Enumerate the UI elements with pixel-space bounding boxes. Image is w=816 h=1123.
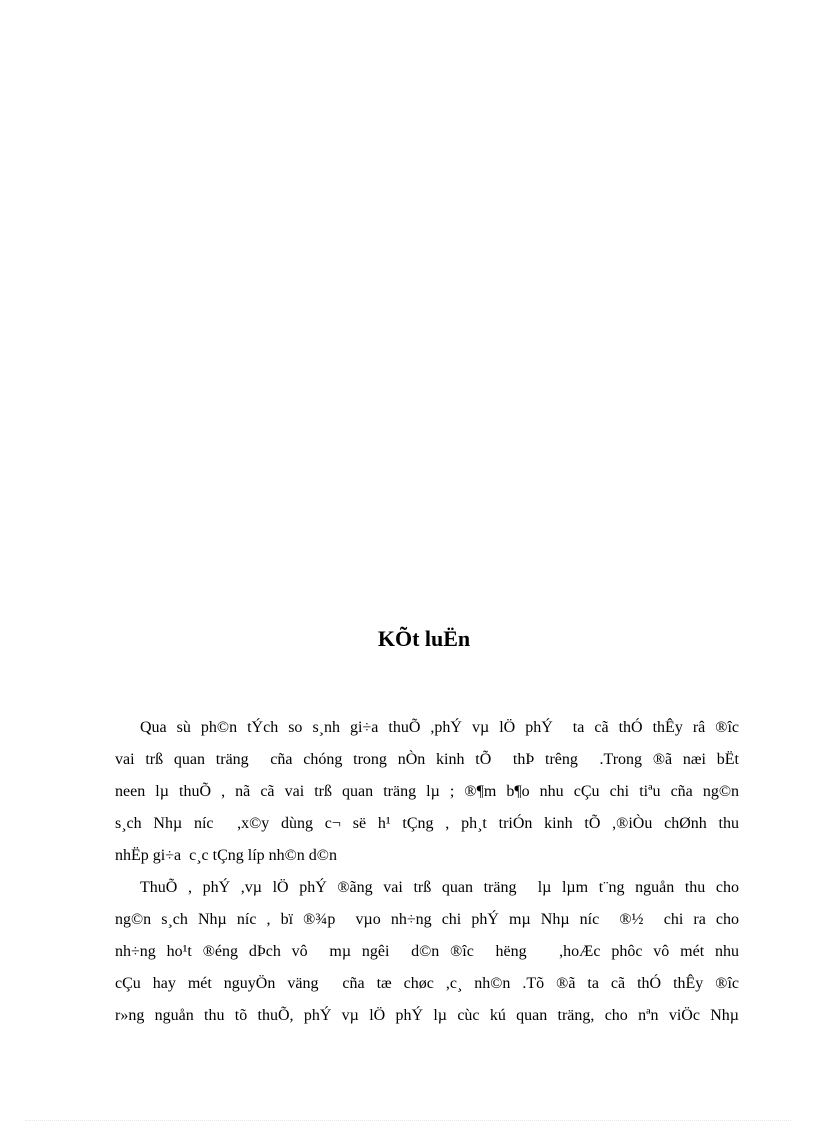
paragraph-line: cÇu hay mét nguyÖn väng cña tæ chøc ,c¸ nh©n .Tõ ®ã ta cã thÓ thÊy ®îc: [115, 975, 739, 992]
paragraph-line: ThuÕ , phÝ ,vµ lÖ phÝ ®ãng vai trß quan träng lµ lµm t¨ng nguån thu cho: [140, 879, 739, 896]
paragraph-line: r»ng nguån thu tõ thuÕ, phÝ vµ lÖ phÝ lµ cùc kú quan träng, cho nªn viÖc Nhµ: [115, 1007, 739, 1024]
page-bottom-divider: [25, 1120, 791, 1121]
paragraph-line: nhËp gi÷a c¸c tÇng líp nh©n d©n: [115, 847, 337, 864]
paragraph-line: vai trß quan träng cña chóng trong nÒn kinh tÕ thÞ trêng .Trong ®ã næi bËt: [115, 751, 739, 768]
paragraph-1: [115, 712, 739, 872]
paragraph-line: Qua sù ph©n tÝch so s¸nh gi÷a thuÕ ,phÝ vµ lÖ phÝ ta cã thÓ thÊy râ ®îc: [140, 719, 739, 736]
paragraph-2: [115, 872, 739, 1032]
paragraph-line: nh÷ng ho¹t ®éng dÞch vô mµ ngêi d©n ®îc hëng ,hoÆc phôc vô mét nhu: [115, 943, 739, 960]
body-text: [115, 712, 739, 1032]
paragraph-line: ng©n s¸ch Nhµ níc , bï ®¾p vµo nh÷ng chi phÝ mµ Nhµ níc ®½ chi ra cho: [115, 911, 739, 928]
paragraph-line: neen lµ thuÕ , nã cã vai trß quan träng lµ ; ®¶m b¶o nhu cÇu chi tiªu cña ng©n: [115, 783, 739, 800]
paragraph-line: s¸ch Nhµ níc ,x©y dùng c¬ së h¹ tÇng , ph¸t triÓn kinh tÕ ,®iÒu chØnh thu: [115, 815, 739, 832]
section-heading: KÕt luËn: [377, 626, 471, 651]
